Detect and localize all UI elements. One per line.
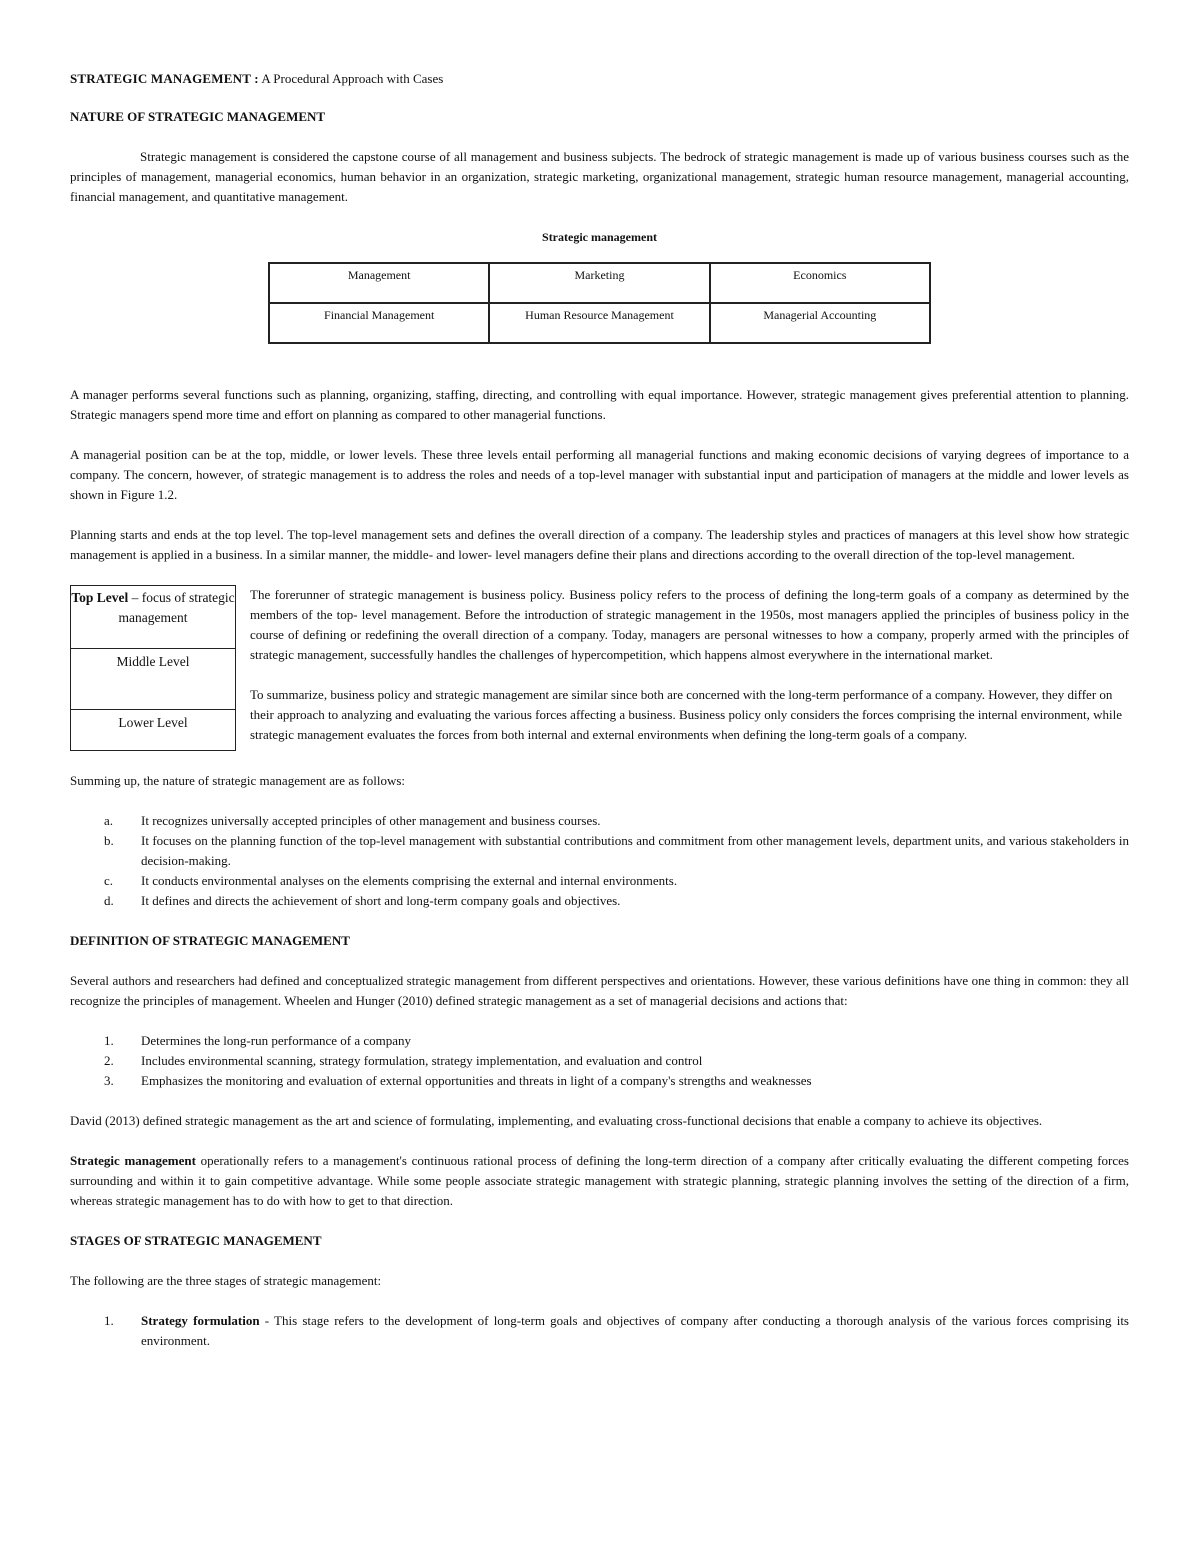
paragraph-manager-functions: A manager performs several functions such as planning, organizing, staffing, directing, and controlling with equal importance. However, strategic management gives preferential attention to planning. Strategic managers spend more time and effort on planning as compared to other managerial functions. bbox=[70, 387, 1129, 422]
table-row bbox=[269, 263, 930, 303]
middle-level-cell: Middle Level bbox=[71, 649, 235, 710]
table-cell: Financial Management bbox=[269, 303, 489, 343]
table-cell: Management bbox=[269, 263, 489, 303]
table-cell: Managerial Accounting bbox=[710, 303, 930, 343]
table-cell: Human Resource Management bbox=[489, 303, 709, 343]
list-item bbox=[70, 1071, 1129, 1091]
list-marker: 1. bbox=[104, 1313, 114, 1328]
stage-name: Strategy formulation bbox=[141, 1313, 260, 1328]
title-subtitle: A Procedural Approach with Cases bbox=[258, 71, 444, 86]
list-item bbox=[70, 831, 1129, 871]
nature-list bbox=[70, 811, 1129, 911]
document-title bbox=[70, 69, 1129, 89]
stages-list bbox=[70, 1311, 1129, 1351]
list-item bbox=[70, 1051, 1129, 1071]
list-item-text: Determines the long-run performance of a company bbox=[141, 1033, 412, 1048]
term-bold: Strategic management bbox=[70, 1153, 196, 1168]
paragraph-planning: Planning starts and ends at the top level. The top-level management sets and defines the overall direction of a company. The leadership styles and practices of managers at this level show how strategic management is applied in a business. In a similar manner, the middle- and lower- level managers define their plans and directions according to the overall direction of the top-level management. bbox=[70, 527, 1129, 562]
list-item bbox=[70, 871, 1129, 891]
table-caption: Strategic management bbox=[542, 230, 657, 244]
paragraph-operational-definition bbox=[70, 1151, 1129, 1211]
top-level-cell bbox=[71, 586, 235, 649]
top-level-description: – focus of strategic management bbox=[118, 590, 235, 625]
list-item-text: It defines and directs the achievement of short and long-term company goals and objectives. bbox=[141, 893, 621, 908]
list-item-text: Emphasizes the monitoring and evaluation of external opportunities and threats in light of a company's strengths and weaknesses bbox=[141, 1073, 812, 1088]
paragraph-summarize: To summarize, business policy and strategic management are similar since both are concerned with the long-term performance of a company. However, they differ on their approach to analyzing and evaluating the various forces affecting a business. Business policy only considers the forces comprising the internal environment, while strategic management evaluates the forces from both internal and external environments when defining the long-term goals of a company. bbox=[250, 687, 1122, 742]
list-item-text: - This stage refers to the development of long-term goals and objectives of company after conducting a thorough analysis of the various forces comprising its environment. bbox=[141, 1313, 1129, 1348]
list-item bbox=[70, 1031, 1129, 1051]
list-marker: b. bbox=[104, 833, 114, 848]
list-item-text: Includes environmental scanning, strategy formulation, strategy implementation, and evaluation and control bbox=[141, 1053, 703, 1068]
list-item bbox=[70, 891, 1129, 911]
list-item-text: It recognizes universally accepted principles of other management and business courses. bbox=[141, 813, 601, 828]
lower-level-cell: Lower Level bbox=[118, 715, 188, 730]
section-heading-nature: NATURE OF STRATEGIC MANAGEMENT bbox=[70, 109, 326, 124]
paragraph-summing-up: Summing up, the nature of strategic management are as follows: bbox=[70, 773, 406, 788]
list-marker: 1. bbox=[104, 1033, 114, 1048]
list-marker: 2. bbox=[104, 1053, 114, 1068]
title-bold: STRATEGIC MANAGEMENT : bbox=[70, 71, 259, 86]
top-level-label: Top Level bbox=[71, 590, 129, 605]
paragraph-business-policy: The forerunner of strategic management is business policy. Business policy refers to the process of defining the long-term goals of a company as determined by the members of the top- level management. Before the introduction of strategic management in the 1950s, most managers applied the principles of business policy in the course of defining or redefining the overall direction of a company. Today, managers are personal witnesses to how a company, properly armed with the principles of strategic management, successfully handles the challenges of hypercompetition, which happens almost everywhere in the international market. bbox=[250, 587, 1129, 662]
table-cell: Economics bbox=[710, 263, 930, 303]
list-item-text: It focuses on the planning function of the top-level management with substantial contributions and commitment from other management levels, department units, and various stakeholders in decision-making. bbox=[141, 833, 1129, 868]
levels-figure-block bbox=[70, 585, 1129, 751]
list-marker: 3. bbox=[104, 1073, 114, 1088]
table-row bbox=[269, 303, 930, 343]
management-levels-figure bbox=[70, 585, 236, 751]
definition-list bbox=[70, 1031, 1129, 1091]
section-heading-stages: STAGES OF STRATEGIC MANAGEMENT bbox=[70, 1233, 322, 1248]
paragraph-david: David (2013) defined strategic management as the art and science of formulating, implementing, and evaluating cross-functional decisions that enable a company to achieve its objectives. bbox=[70, 1113, 1043, 1128]
table-cell: Marketing bbox=[489, 263, 709, 303]
list-marker: c. bbox=[104, 873, 114, 888]
list-item-text: It conducts environmental analyses on the elements comprising the external and internal environments. bbox=[141, 873, 678, 888]
paragraph-text: operationally refers to a management's continuous rational process of defining the long-term direction of a company after critically evaluating the different competing forces surrounding and within it to gain competitive advantage. While some people associate strategic management with strategic planning, strategic planning involves the setting of the direction of a firm, whereas strategic management has to do with how to get to that direction. bbox=[70, 1153, 1129, 1208]
paragraph-definitions: Several authors and researchers had defined and conceptualized strategic management from different perspectives and orientations. However, these various definitions have one thing in common: they all recognize the principles of management. Wheelen and Hunger (2010) defined strategic management as a set of managerial decisions and actions that: bbox=[70, 973, 1129, 1008]
list-marker: a. bbox=[104, 813, 114, 828]
paragraph-managerial-position: A managerial position can be at the top, middle, or lower levels. These three levels entail performing all managerial functions and making economic decisions of varying degrees of importance to a company. The concern, however, of strategic management is to address the roles and needs of a top-level manager with substantial input and participation of managers at the middle and lower levels as shown in Figure 1.2. bbox=[70, 447, 1129, 502]
paragraph-capstone: Strategic management is considered the capstone course of all management and business subjects. The bedrock of strategic management is made up of various business courses such as the principles of management, managerial economics, human behavior in an organization, strategic marketing, organizational management, strategic human resource management, managerial accounting, financial management, and quantitative management. bbox=[70, 149, 1129, 204]
subjects-table bbox=[268, 262, 931, 344]
paragraph-stages-intro: The following are the three stages of strategic management: bbox=[70, 1273, 382, 1288]
list-marker: d. bbox=[104, 893, 114, 908]
document-page bbox=[70, 64, 1129, 1351]
list-item bbox=[70, 1311, 1129, 1351]
list-item bbox=[70, 811, 1129, 831]
section-heading-definition: DEFINITION OF STRATEGIC MANAGEMENT bbox=[70, 933, 350, 948]
